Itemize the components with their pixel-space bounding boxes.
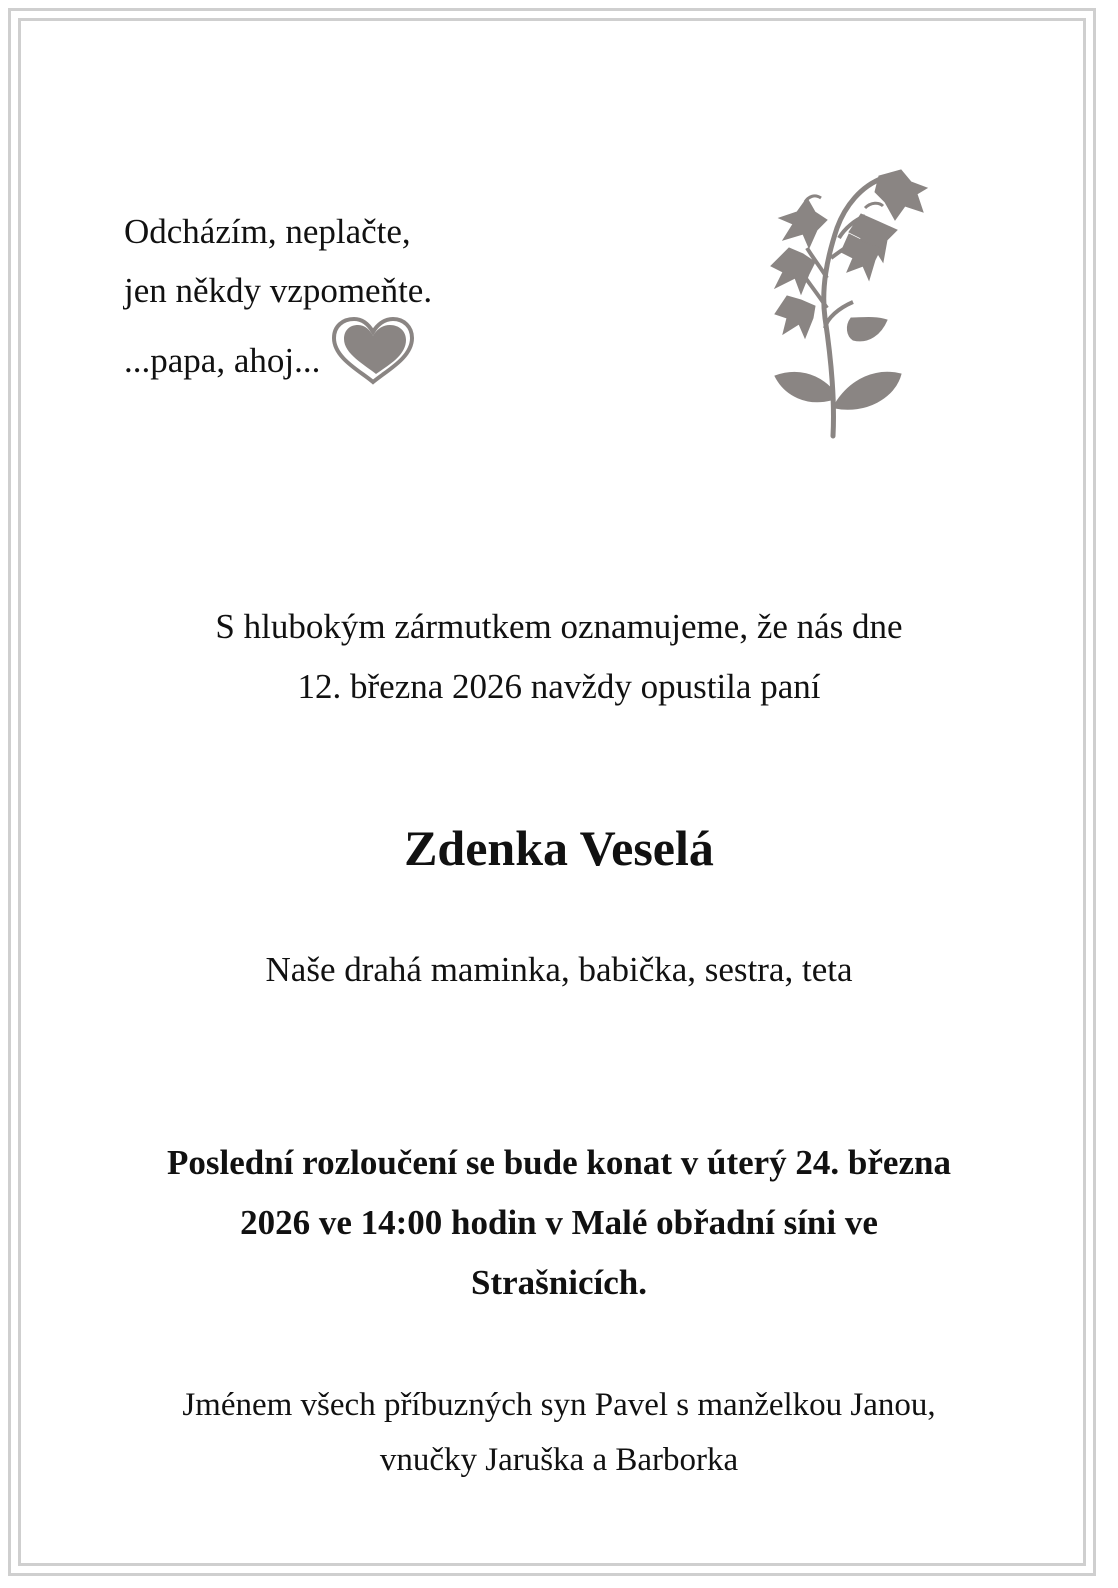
announcement-line: S hlubokým zármutkem oznamujeme, že nás dne <box>215 607 903 646</box>
announcement-line: 12. března 2026 navždy opustila paní <box>297 667 821 706</box>
poem-line: jen někdy vzpomeňte. <box>124 271 433 310</box>
signature-line: vnučky Jaruška a Barborka <box>379 1442 739 1478</box>
poem-line-with-heart <box>124 320 432 408</box>
funeral-info <box>100 1133 1018 1313</box>
poem-line: ...papa, ahoj... <box>124 341 321 381</box>
poem-line: Odcházím, neplačte, <box>124 212 411 251</box>
heart-icon <box>330 316 416 404</box>
funeral-line: Poslední rozloučení se bude konat v úterý 24. března <box>167 1143 951 1182</box>
funeral-line: Strašnicích. <box>471 1263 647 1302</box>
signature <box>0 1378 1118 1488</box>
bellflower-icon <box>765 168 935 448</box>
deceased-name: Zdenka Veselá <box>404 820 714 876</box>
signature-line: Jménem všech příbuzných syn Pavel s manželkou Janou, <box>182 1387 936 1423</box>
funeral-line: 2026 ve 14:00 hodin v Malé obřadní síni ve <box>240 1203 878 1242</box>
relation-text: Naše drahá maminka, babička, sestra, teta <box>265 950 853 989</box>
announcement <box>0 597 1118 717</box>
poem <box>124 202 432 408</box>
